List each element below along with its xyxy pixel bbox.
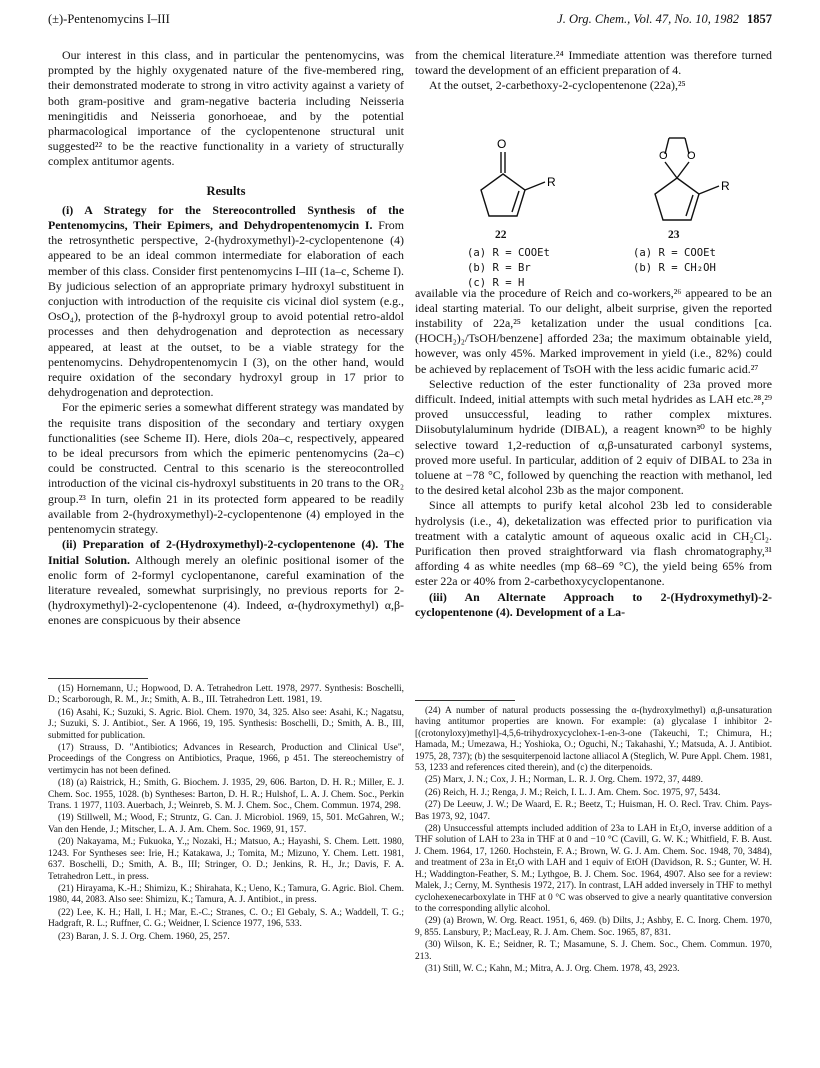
variant-item: (b) R = CH₂OH (633, 261, 716, 274)
outset-paragraph: At the outset, 2-carbethoxy-2-cyclopentenone (22a),²⁵ (429, 78, 686, 93)
r-label-22: R (547, 174, 556, 189)
footnote: (29) (a) Brown, W. Org. React. 1951, 6, 469. (b) Dilts, J.; Ashby, E. C. Inorg. Chem. 1970, 9, 855. Lansbury, P.; MacLeay, R. J. Am. Chem. Soc. 1965, 87, 831. (415, 916, 772, 938)
footnote: (20) Nakayama, M.; Fukuoka, Y.,; Nozaki, H.; Matsuo, A.; Hayashi, S. Chem. Lett. 1980, 1243. For Syntheses see: Irie, H.; Katakawa, J.; Tomita, M.; Mizuno, Y. Chem. Lett. 1981, 637. Boschelli, D.; Smith, A. B., III; Stringer, O. D.; Jenkins, R. H., Jr.; Davis, F. A. Tetrahedron Lett., in press. (48, 837, 404, 882)
right-column (415, 48, 772, 620)
section-3-heading: (iii) An Alternate Approach to 2-(Hydroxymethyl)-2-cyclopentenone (4). Development of a La- (415, 589, 772, 619)
intro-paragraph: Our interest in this class, and in particular the pentenomycins, was prompted by the highly oxygenated nature of the five-membered ring, their demonstrated moderate to strong in vitro activity against a variety of both gram-positive and gram-negative bacteria including Neisseria meningitidis and Neisseria gonorhoeae, and by the potential pharmacological importance of the cyclopentenone structural unit suggested²² to be the reactive functionality in a variety of structurally complex antitumor agents. (48, 48, 404, 169)
running-title: (±)-Pentenomycins I–III (48, 12, 170, 26)
compound-22-variants (467, 246, 550, 291)
footnote: (21) Hirayama, K.-H.; Shimizu, K.; Shirahata, K.; Ueno, K.; Tamura, G. Agric. Biol. Chem. 1980, 44, 2083. Also see: Shimizu, K.; Tamura, A. J. Antibiot., in press. (48, 883, 404, 906)
footnotes-right (415, 706, 772, 976)
section-1-heading: (i) A Strategy for the Stereocontrolled Synthesis of the Pentenomycins, Their Epimers, and Dehydropentenomycin I. (48, 202, 404, 233)
section-2-body: Although merely an olefinic positional isomer of the enolic form of 2-formyl cyclopentanone, careful examination of the literature revealed, somewhat surprisingly, no previous reports for 2-(hydroxymethyl)-2-cyclopentenone (4). Indeed, α-(hydroxymethyl) α,β-enones are conspicuous by their absence (48, 552, 404, 628)
footnote: (19) Stillwell, M.; Wood, F.; Struntz, G. Can. J. Microbiol. 1969, 15, 501. McGahren, W.; Van den Hende, J.; Mitscher, L. A. J. Am. Chem. Soc. 1969, 91, 157. (48, 813, 404, 835)
oxygen-label-22: O (497, 136, 507, 151)
section-2-paragraph (48, 537, 404, 628)
footnote: (28) Unsuccessful attempts included addition of 23a to LAH in Et₂O, inverse addition of a THF solution of LAH to 23a in THF at 0 and −10 °C (Cavill, G. W. K.; Whitfield, F. B. Aust. J. Chem. 1964, 17, 1260. Hochstein, F. A.; Brown, W. G. J. Am. Chem. Soc. 1948, 70, 3484), and treatment of 23a in Et₂O with LAH and 1 equiv of EtOH (Davidson, R. S.; Gunter, W. H. H.; Waddington-Feather, S. M.; Lythgoe, B. J. Chem. Soc. 1964, 4907. Also see for a review: Malek, J.; Cerny, M. Synthesis 1972, 217). In contrast, LAH added inversely in THF to methyl cyclohexenecarboxylate in THF at 0 °C was observed to give a nearly quantitative conversion to the corresponding allylic alcohol. (415, 824, 772, 914)
footnote: (17) Strauss, D. "Antibiotics; Advances in Research, Production and Clinical Use", Proceedings of the Congress on Antibiotics, Praque, 1966, p 451. The stereochemistry of vertimycin has not been defined. (48, 743, 404, 776)
section-1-paragraph (48, 203, 404, 401)
footnote: (24) A number of natural products possessing the α-(hydroxylmethyl) α,β-unsaturation having antitumor properties are known. For example: (a) glycalase I inhibitor 2-[(crotonyloxy)methyl]-4,5,6-trihydroxycyclohex-1-en-3-one (Takeuchi, T.; Chimura, H.; Hamada, M.; Umezawa, H.; Yoshioka, O.; Oguchi, N.; Takahashi, Y.; Matsuda, A. J. Antibiot. 1975, 28, 737); (b) the sesquiterpenoid lactone alliacol A (Steglich, W. Pure Appl. Chem. 1981, 53, 1233 and references cited therein), and (c) the diterpenoids. (415, 706, 772, 774)
footnote: (16) Asahi, K.; Suzuki, S. Agric. Biol. Chem. 1970, 34, 325. Also see: Asahi, K.; Nagatsu, J.; Suzuki, S. J. Antibiot., Ser. A 1966, 19, 195. Synthesis: Boschelli, D.; Smith, A. B., III, submitted for publication. (48, 707, 404, 741)
left-column (48, 48, 404, 629)
variant-item: (b) R = Br (467, 261, 531, 274)
page-number: 1857 (747, 12, 772, 26)
footnote: (27) De Leeuw, J. W.; De Waard, E. R.; Beetz, T.; Huisman, H. O. Recl. Trav. Chim. Pays-Bas 1973, 92, 1047. (415, 800, 772, 822)
journal-name: J. Org. Chem., Vol. 47, No. 10, 1982 (557, 12, 739, 26)
section-3-paragraph (415, 590, 772, 620)
structure-scheme (415, 102, 772, 289)
purification-paragraph: Since all attempts to purify ketal alcohol 23b led to considerable hydrolysis (i.e., 4), deketalization was effected prior to purification via treatment with a catalytic amount of aqueous oxalic acid in CH₂Cl₂. Purification then proved straightforward via flash chromatography,³¹ affording 4 as white needles (mp 68–69 °C), the yield being 65% from ester 22a or 40% from 2-carbethoxycyclopentanone. (415, 498, 772, 589)
compound-22-number: 22 (495, 228, 507, 241)
footnotes-left (48, 684, 404, 944)
section-2-heading: (ii) Preparation of 2-(Hydroxymethyl)-2-cyclopentenone (4). The Initial Solution. (48, 537, 404, 567)
continued-paragraph: from the chemical literature.²⁴ Immediate attention was therefore turned toward the development of an efficient preparation of 4. (415, 48, 772, 78)
ketal-oxygen-left: O (659, 149, 668, 162)
section-1-body: From the retrosynthetic perspective, 2-(hydroxymethyl)-2-cyclopentenone (4) appeared to be an ideal common intermediate for elaboration of each member of this class. Consider first pentenomycins I–III (1a–c, Scheme I). By judicious selection of an appropriate primary hydroxyl substituent in conjuction with introduction of the requisite cis vicinal diol system (e.g., OsO₄), protection of the β-hydroxyl group to avoid potential retro-aldol processes and then dehydrogenation and deprotection as necessary appeared, at least at the outset, to be a viable strategy for the pentenomycins. Dehydropentenomycin I (3), on the other hand, would require oxidation of the secondary hydroxyl group in 17 prior to dehydrogenation and deprotection. (48, 218, 405, 400)
results-heading: Results (206, 183, 246, 198)
footnote: (23) Baran, J. S. J. Org. Chem. 1960, 25, 257. (58, 931, 230, 942)
footnote: (18) (a) Raistrick, H.; Smith, G. Biochem. J. 1935, 29, 606. Barton, D. H. R.; Miller, E. J. Chem. Soc. 1955, 1028. (b) Syntheses: Barton, D. H. R.; Hulshof, L. A. J. Chem. Soc., Perkin Trans. 1 1977, 1103. Auerbach, J.; Weinreb, S. M. J. Chem. Soc., Chem. Commun. 1974, 298. (48, 778, 404, 812)
compound-23-number: 23 (668, 228, 680, 241)
footnote: (15) Hornemann, U.; Hopwood, D. A. Tetrahedron Lett. 1978, 2977. Synthesis: Boschelli, D.; Scarborough, R. M., Jr.; Smith, A. B., III. Tetrahedron Lett. 1981, 19. (48, 684, 404, 706)
footnote-rule-right (415, 700, 515, 701)
r-label-23: R (721, 178, 730, 193)
selective-reduction-paragraph: Selective reduction of the ester functionality of 23a proved more difficult. Indeed, initial attempts with such metal hydrides as LAH etc.²⁸,²⁹ proved unsuccessful, leading to rather complex mixtures. Diisobutylaluminum hydride (DIBAL), a reagent known³⁰ to be highly selective toward 1,2-reduction of α,β-unsaturated carbonyl systems, proved more useful. In particular, addition of 2 equiv of DIBAL to 23a in toluene at −78 °C, followed by quenching the reaction with methanol, led to the desired ketal alcohol 23b as the major component. (415, 376, 772, 498)
running-header (48, 12, 772, 28)
footnote: (30) Wilson, K. E.; Seidner, R. T.; Masamune, S. J. Chem. Soc., Chem. Commun. 1970, 213. (415, 940, 772, 962)
footnote: (31) Still, W. C.; Kahn, M.; Mitra, A. J. Org. Chem. 1978, 43, 2923. (425, 963, 680, 974)
journal-citation (557, 12, 772, 27)
variant-item: (c) R = H (467, 276, 525, 289)
structure-22 (481, 152, 545, 216)
ketal-oxygen-right: O (687, 149, 696, 162)
available-paragraph: available via the procedure of Reich and co-workers,²⁶ appeared to be an ideal starting material. To our delight, albeit surprise, given the reported instability of 22a,²⁵ ketalization under the usual conditions [ca. (HOCH₂)₂/TsOH/benzene] afforded 23a; the maximum obtainable yield, however, was only 45%. Marked improvement in yield (i.e., 82%) could be achieved by replacement of TsOH with the less acidic fumaric acid.²⁷ (415, 285, 772, 376)
footnote: (25) Marx, J. N.; Cox, J. H.; Norman, L. R. J. Org. Chem. 1972, 37, 4489. (425, 775, 703, 786)
compound-23-variants (633, 246, 716, 276)
footnote-rule-left (48, 678, 148, 679)
variant-item: (a) R = COOEt (467, 246, 550, 259)
footnote: (26) Reich, H. J.; Renga, J. M.; Reich, I. L. J. Am. Chem. Soc. 1975, 97, 5434. (425, 787, 721, 798)
footnote: (22) Lee, K. H.; Hall, I. H.; Mar, E.-C.; Stranes, C. O.; El Gebaly, S. A.; Waddell, T. G.; Hadgraft, R. L.; Ruffner, C. G.; Weidner, I. Science 1977, 196, 533. (48, 907, 404, 930)
variant-item: (a) R = COOEt (633, 246, 716, 259)
section-1-paragraph-2: For the epimeric series a somewhat different strategy was mandated by the requisite trans disposition of the secondary and tertiary oxygen functionalities (see Scheme II). Here, diols 20a–c, respectively, appeared to be ideal precursors from which the epimeric pentenomycins (2a–c) could be constructed. Central to this scenario is the stereocontrolled introduction of the vicinal cis-hydroxyl substituents in 20 trans to the OR₂ group.²³ In turn, olefin 21 in its protected form appeared to be readily available from 2-(hydroxymethyl)-2-cyclopentenone (4) employed in the pentenomycin strategy. (48, 400, 404, 537)
